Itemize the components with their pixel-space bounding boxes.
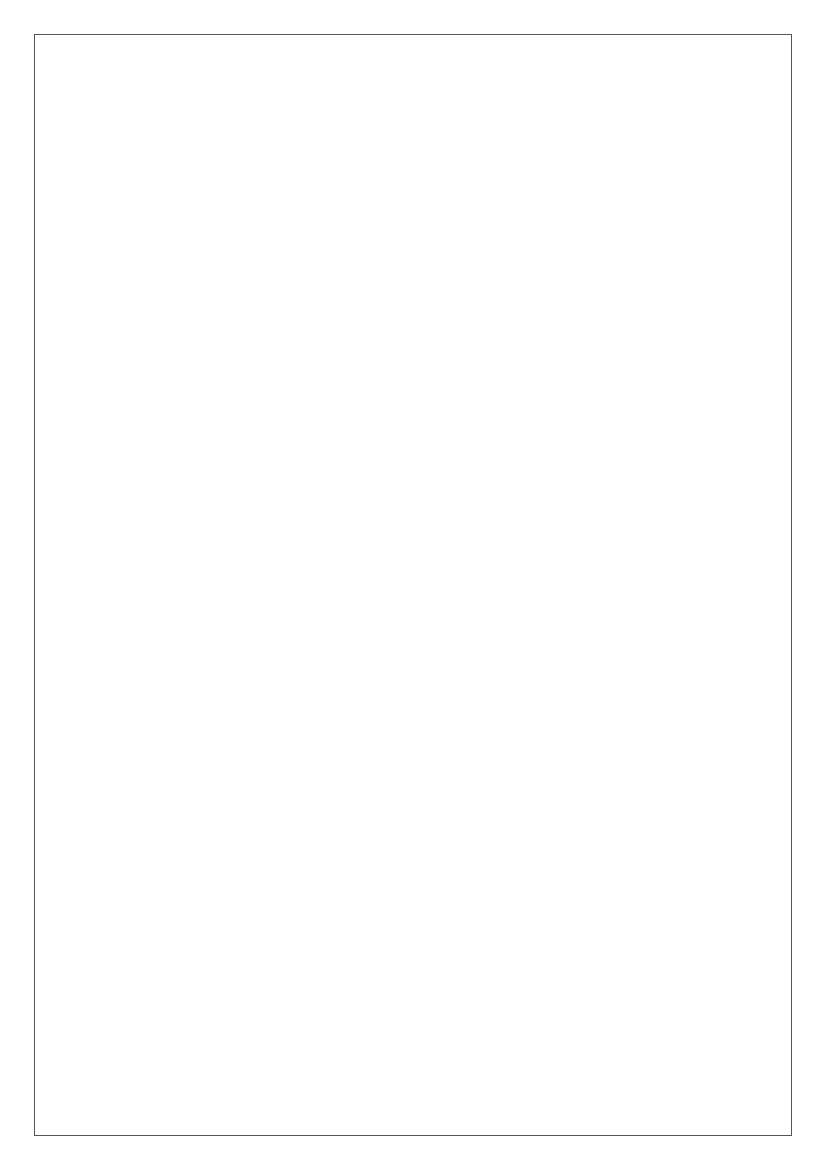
- title-container: [0, 100, 827, 119]
- page-border: [34, 34, 792, 1136]
